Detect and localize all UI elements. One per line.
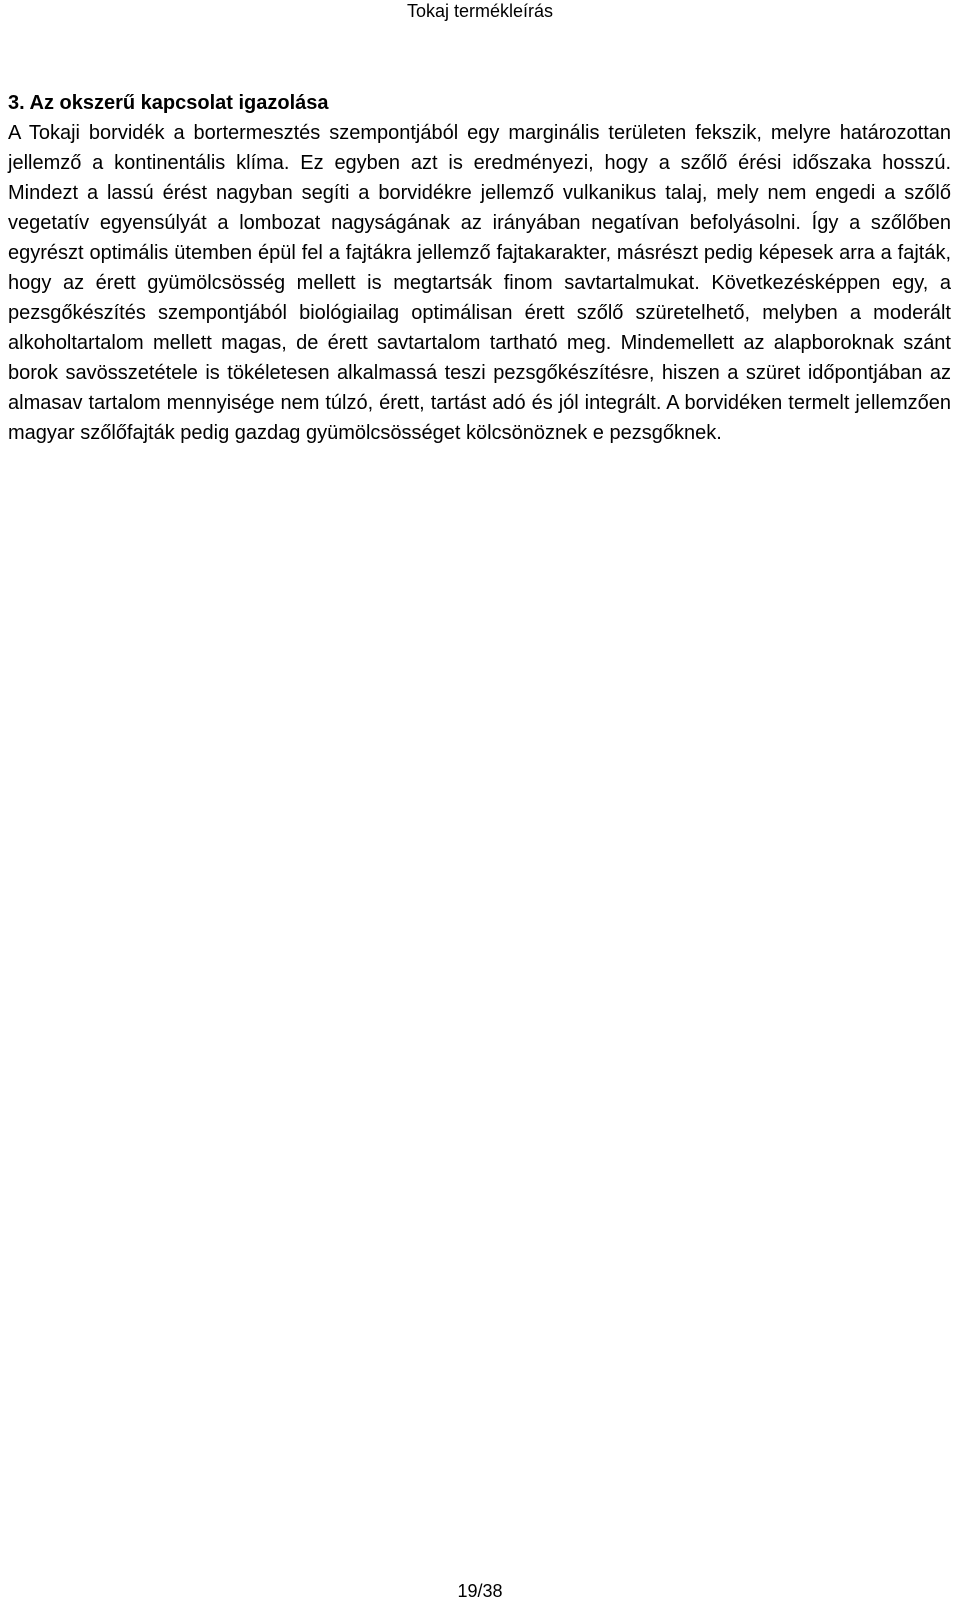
section-heading: 3. Az okszerű kapcsolat igazolása: [8, 92, 329, 114]
running-header: Tokaj termékleírás: [406, 1, 554, 21]
page-number: 19/38: [457, 1581, 503, 1601]
section-paragraph: A Tokaji borvidék a bortermesztés szempontjából egy marginális területen fekszik, melyre határozottan jellemző a kontinentális klíma. Ez egyben azt is eredményezi, hogy a szőlő érési időszaka hosszú. Mindezt a lassú érést nagyban segíti a borvidékre jellemző vulkanikus talaj, mely nem engedi a szőlő vegetatív egyensúlyát a lombozat nagyságának az irányában negatívan befolyásolni. Így a szőlőben egyrészt optimális ütemben épül fel a fajtákra jellemző fajtakarakter, másrészt pedig képesek arra a fajták, hogy az érett gyümölcsösség mellett is megtartsák finom savtartalmukat. Következésképpen egy, a pezsgőkészítés szempontjából biológiailag optimálisan érett szőlő szüretelhető, melyben a moderált alkoholtartalom mellett magas, de érett savtartalom tartható meg. Mindemellett az alapboroknak szánt borok savösszetétele is tökéletesen alkalmassá teszi pezsgőkészítésre, hiszen a szüret időpontjában az almasav tartalom mennyisége nem túlzó, érett, tartást adó és jól integrált. A borvidéken termelt jellemzően magyar szőlőfajták pedig gazdag gyümölcsösséget kölcsönöznek e pezsgőknek.: [8, 122, 951, 444]
document-body: [8, 88, 951, 448]
